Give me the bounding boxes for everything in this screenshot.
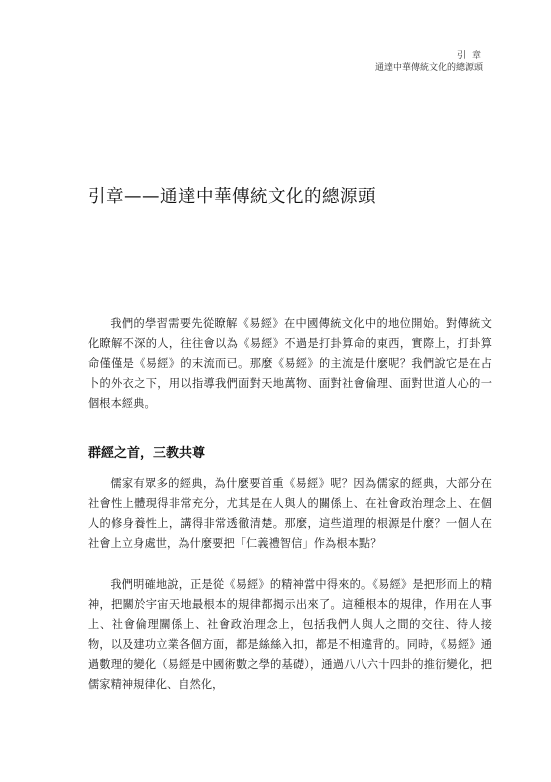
section-heading: 群經之首，三教共尊 (88, 446, 206, 461)
running-head-subtitle: 通達中華傳統文化的總源頭 (374, 63, 483, 73)
running-head-chapter: 引章 (456, 51, 487, 61)
section-paragraph-2: 我們明確地說，正是從《易經》的精神當中得來的。《易經》是把形而上的精神，把關於宇宙天地最根本的規律都揭示出來了。這種根本的規律，作用在人事上、社會倫理關係上、社會政治理念上，包括我們人與人之間的交往、待人接物，以及建功立業各個方面，都是絲絲入扣，都是不相違背的。同時，《易經》通過數理的變化（易經是中國術數之學的基礎），通過八八六十四卦的推衍變化，把儒家精神規律化、自然化， (88, 578, 492, 691)
chapter-title: 引章——通達中華傳統文化的總源頭 (88, 187, 376, 207)
intro-paragraph: 我們的學習需要先從瞭解《易經》在中國傳統文化中的地位開始。對傳統文化瞭解不深的人，往往會以為《易經》不過是打卦算命的東西，實際上，打卦算命僅僅是《易經》的末流而已。那麼《易經》的主流是什麼呢？我們說它是在占卜的外衣之下，用以指導我們面對天地萬物、面對社會倫理、面對世道人心的一個根本經典。 (88, 317, 492, 410)
section-paragraph-1: 儒家有眾多的經典，為什麼要首重《易經》呢？因為儒家的經典，大部分在社會性上體現得非常充分，尤其是在人與人的關係上、在社會政治理念上、在個人的修身養性上，講得非常透徹清楚。那麼，這些道理的根源是什麼？一個人在社會上立身處世，為什麼要把「仁義禮智信」作為根本點？ (88, 477, 492, 550)
running-head (374, 50, 487, 74)
